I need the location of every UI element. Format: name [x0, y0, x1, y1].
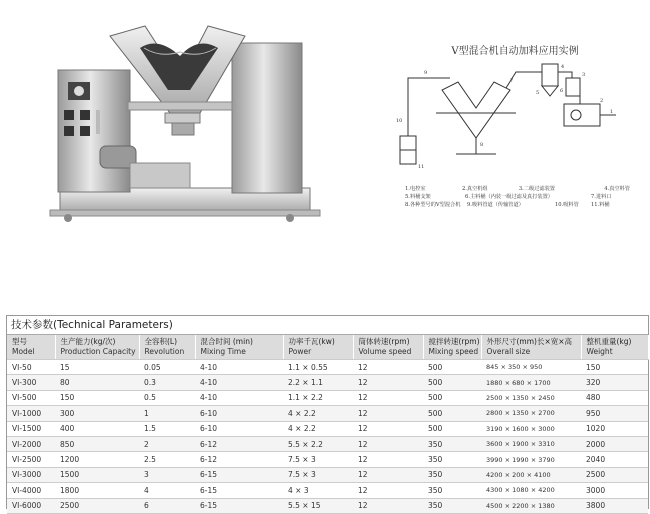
table-cell: VI-3000 [7, 467, 55, 482]
table-cell: 4 × 2.2 [283, 406, 353, 421]
col-power-header: 功率千瓦(kw) Power [283, 335, 353, 360]
table-cell: 2800 × 1350 × 2700 [481, 406, 581, 421]
table-cell: 4 × 3 [283, 483, 353, 498]
table-cell: 1.1 × 2.2 [283, 390, 353, 405]
table-cell: VI-2000 [7, 436, 55, 451]
table-cell: 950 [581, 406, 648, 421]
table-cell: 350 [423, 436, 481, 451]
marker-1: 1 [610, 109, 614, 115]
technical-parameters-panel [6, 315, 649, 509]
table-cell: 500 [423, 406, 481, 421]
table-cell: 400 [55, 421, 139, 436]
col-volume-speed-header: 筒体转速(rpm) Volume speed [353, 335, 423, 360]
col-capacity-header: 生产能力(kg/次) Production Capacity [55, 335, 139, 360]
table-cell: 3600 × 1900 × 3310 [481, 436, 581, 451]
table-cell: 3000 [581, 483, 648, 498]
table-cell: VI-6000 [7, 498, 55, 513]
table-cell: 3800 [581, 498, 648, 513]
legend-row [405, 201, 630, 209]
marker-2: 2 [600, 98, 604, 104]
table-cell: 3190 × 1600 × 3000 [481, 421, 581, 436]
table-cell: 500 [423, 390, 481, 405]
legend-item: 7.进料口 [591, 194, 612, 200]
marker-11: 11 [418, 164, 425, 170]
table-cell: 12 [353, 390, 423, 405]
table-cell: 12 [353, 436, 423, 451]
table-cell: 2500 × 1350 × 2450 [481, 390, 581, 405]
table-cell: 2500 [581, 467, 648, 482]
table-cell: 300 [55, 406, 139, 421]
marker-6: 6 [560, 88, 564, 94]
legend-row [405, 193, 630, 201]
table-row [7, 390, 648, 405]
table-header-row [7, 335, 648, 360]
table-cell: 850 [55, 436, 139, 451]
table-cell: VI-4000 [7, 483, 55, 498]
table-row [7, 421, 648, 436]
table-cell: 12 [353, 406, 423, 421]
table-cell: 6 [139, 498, 195, 513]
legend-item: 5.料桶支架 [405, 194, 431, 200]
table-cell: 2000 [581, 436, 648, 451]
table-cell: 320 [581, 375, 648, 390]
table-cell: 6-15 [195, 483, 283, 498]
table-cell: 2.5 [139, 452, 195, 467]
auto-feed-schematic [396, 58, 622, 188]
table-cell: 80 [55, 375, 139, 390]
table-body [7, 360, 648, 514]
table-cell: 480 [581, 390, 648, 405]
legend-item: 10.吸料管 [555, 202, 579, 208]
schematic-legend [405, 185, 630, 209]
table-cell: 4-10 [195, 360, 283, 375]
table-cell: 500 [423, 375, 481, 390]
col-weight-header: 整机重量(kg) Weight [581, 335, 648, 360]
table-cell: 1.1 × 0.55 [283, 360, 353, 375]
schematic-title: V型混合机自动加料应用实例 [451, 46, 579, 57]
col-overall-size-header: 外形尺寸(mm)长×宽×高 Overall size [481, 335, 581, 360]
legend-row [405, 185, 630, 193]
mixer-machine-photo [40, 18, 330, 233]
table-cell: 1020 [581, 421, 648, 436]
table-cell: 500 [423, 360, 481, 375]
table-row [7, 375, 648, 390]
table-cell: 350 [423, 498, 481, 513]
table-cell: 1500 [55, 467, 139, 482]
table-cell: 2 [139, 436, 195, 451]
table-cell: 5.5 × 2.2 [283, 436, 353, 451]
table-cell: VI-300 [7, 375, 55, 390]
table-cell: 12 [353, 498, 423, 513]
table-cell: VI-1000 [7, 406, 55, 421]
legend-item: 9.吸料管道（传输管道） [467, 202, 524, 208]
table-cell: 1200 [55, 452, 139, 467]
table-cell: 1800 [55, 483, 139, 498]
table-row [7, 436, 648, 451]
table-row [7, 483, 648, 498]
table-cell: 350 [423, 452, 481, 467]
col-mixing-speed-header: 搅拌转速(rpm) Mixing speed [423, 335, 481, 360]
table-cell: 6-12 [195, 452, 283, 467]
col-model-header: 型号 Model [7, 335, 55, 360]
params-title: 技术参数(Technical Parameters) [7, 316, 648, 335]
table-cell: 350 [423, 467, 481, 482]
table-cell: 0.05 [139, 360, 195, 375]
marker-8: 8 [480, 142, 484, 148]
table-cell: 12 [353, 375, 423, 390]
table-cell: 4200 × 200 × 4100 [481, 467, 581, 482]
table-cell: 6-15 [195, 498, 283, 513]
table-cell: 12 [353, 483, 423, 498]
table-cell: 15 [55, 360, 139, 375]
table-cell: 2.2 × 1.1 [283, 375, 353, 390]
table-cell: 150 [55, 390, 139, 405]
table-cell: 4 × 2.2 [283, 421, 353, 436]
table-cell: 500 [423, 421, 481, 436]
table-cell: 7.5 × 3 [283, 452, 353, 467]
legend-item: 3.二级过滤装置 [518, 186, 555, 192]
legend-item: 8.各种型号的V型混合机 [405, 202, 461, 208]
marker-4: 4 [561, 64, 565, 70]
marker-3: 3 [582, 72, 586, 78]
table-cell: 3990 × 1990 × 3790 [481, 452, 581, 467]
table-cell: 0.3 [139, 375, 195, 390]
table-cell: 1 [139, 406, 195, 421]
table-cell: 6-15 [195, 467, 283, 482]
technical-parameters-table [7, 335, 649, 514]
table-cell: 6-10 [195, 421, 283, 436]
legend-item: 1.电控室 [405, 186, 426, 192]
table-cell: 1880 × 680 × 1700 [481, 375, 581, 390]
legend-item: 2.真空机组 [461, 186, 488, 192]
table-cell: 4300 × 1080 × 4200 [481, 483, 581, 498]
table-cell: 350 [423, 483, 481, 498]
marker-5: 5 [536, 90, 540, 96]
legend-item: 4.真空料管 [604, 186, 630, 192]
table-cell: 4-10 [195, 390, 283, 405]
table-cell: 3 [139, 467, 195, 482]
legend-item: 6.主料桶（内装一级过滤及真打装置） [465, 194, 553, 200]
table-cell: 0.5 [139, 390, 195, 405]
table-cell: 12 [353, 360, 423, 375]
table-cell: VI-500 [7, 390, 55, 405]
table-cell: 12 [353, 467, 423, 482]
table-cell: VI-50 [7, 360, 55, 375]
table-cell: 4500 × 2200 × 1380 [481, 498, 581, 513]
table-cell: 845 × 350 × 950 [481, 360, 581, 375]
table-row [7, 498, 648, 513]
table-cell: 6-10 [195, 406, 283, 421]
table-cell: 150 [581, 360, 648, 375]
table-row [7, 360, 648, 375]
table-row [7, 406, 648, 421]
table-cell: 4-10 [195, 375, 283, 390]
table-cell: 2040 [581, 452, 648, 467]
table-cell: 12 [353, 421, 423, 436]
marker-7: 7 [510, 78, 514, 84]
col-mixing-time-header: 混合时间 (min) Mixing Time [195, 335, 283, 360]
marker-9: 9 [424, 70, 428, 76]
marker-10: 10 [396, 118, 403, 124]
table-row [7, 467, 648, 482]
table-cell: 4 [139, 483, 195, 498]
table-row [7, 452, 648, 467]
table-cell: 7.5 × 3 [283, 467, 353, 482]
table-cell: 6-12 [195, 436, 283, 451]
table-cell: 2500 [55, 498, 139, 513]
table-cell: VI-2500 [7, 452, 55, 467]
table-cell: 5.5 × 15 [283, 498, 353, 513]
col-volume-header: 全容积(L) Revolution [139, 335, 195, 360]
table-cell: VI-1500 [7, 421, 55, 436]
legend-item: 11.料桶 [591, 202, 610, 208]
table-cell: 1.5 [139, 421, 195, 436]
table-cell: 12 [353, 452, 423, 467]
